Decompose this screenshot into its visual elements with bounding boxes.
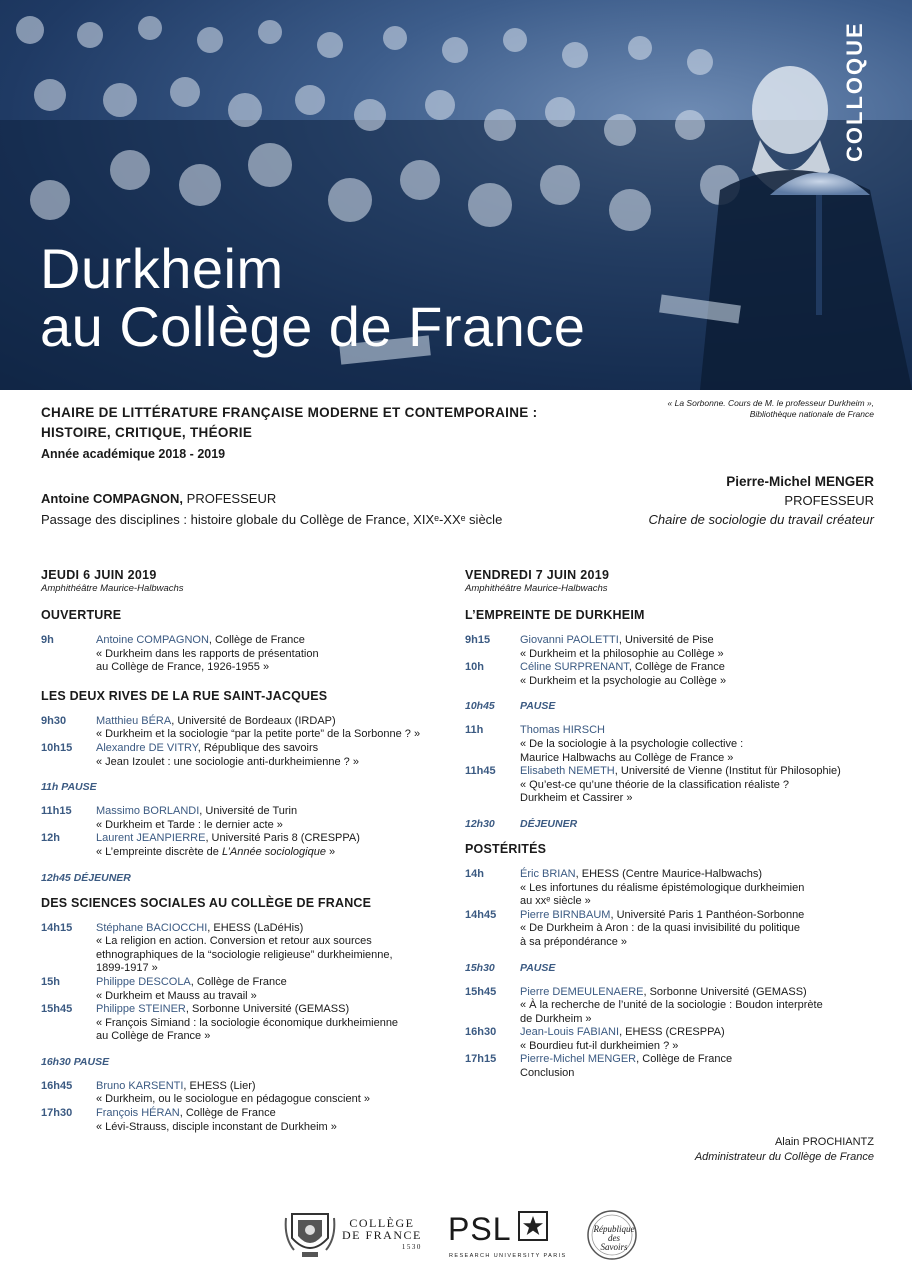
lunch-label: 12h45 DÉJEUNER <box>41 871 131 884</box>
talk-time: 9h <box>41 634 54 646</box>
talk-time: 14h <box>465 867 484 880</box>
talk-time: 15h45 <box>41 1003 73 1016</box>
pause-time: 10h45 <box>465 700 495 713</box>
lunch <box>41 872 461 884</box>
talk-time: 10h <box>465 661 484 674</box>
pause-label: 11h PAUSE <box>41 781 97 794</box>
republique-des-savoirs-logo <box>590 1225 638 1252</box>
talk-affiliation: , EHESS (Lier) <box>183 1079 256 1092</box>
talk-title: de Durkheim » <box>520 1012 592 1025</box>
talk-time: 11h <box>465 724 484 737</box>
lunch-time: 12h30 <box>465 817 495 830</box>
section-empreinte: L’EMPREINTE DE DURKHEIM <box>465 608 645 622</box>
talk-time: 15h45 <box>465 985 497 998</box>
psl-subtitle: RESEARCH UNIVERSITY PARIS <box>449 1253 567 1259</box>
talk <box>465 1026 885 1053</box>
talk-title: à sa prépondérance » <box>520 935 628 948</box>
talk-speaker: Bruno KARSENTI <box>96 1079 184 1092</box>
caption-line2: Bibliothèque nationale de France <box>749 409 874 419</box>
rdsl-line2: des <box>608 1233 620 1243</box>
talk-speaker: Philippe STEINER <box>96 1003 186 1016</box>
left-professor-name: Antoine COMPAGNON, <box>41 491 184 506</box>
talk-affiliation: , EHESS (Centre Maurice-Halbwachs) <box>575 867 763 880</box>
administrator <box>695 1135 874 1165</box>
talk-title: « Les infortunes du réalisme épistémologique durkheimien <box>520 881 805 894</box>
left-professor-role: PROFESSEUR <box>183 491 277 506</box>
left-professor-chair: Passage des disciplines : histoire globale du Collège de France, XIXᵉ-XXᵉ siècle <box>41 512 503 527</box>
talk-title: « François Simiand : la sociologie économique durkheimienne <box>96 1016 399 1029</box>
college-de-france-crest-icon <box>284 1208 336 1260</box>
talk-speaker: Laurent JEANPIERRE <box>96 832 206 845</box>
talk-title: « Jean Izoulet : une sociologie anti-durkheimienne ? » <box>96 755 359 768</box>
psl-wordmark: PSL <box>448 1211 512 1247</box>
talk-affiliation: , Collège de France <box>636 1053 733 1066</box>
talk <box>41 976 461 1003</box>
day1-program <box>41 568 461 1134</box>
talk <box>465 661 885 688</box>
photo-caption <box>668 398 874 420</box>
talk-affiliation: , EHESS (LaDéHis) <box>207 921 304 934</box>
talk-speaker: Thomas HIRSCH <box>520 724 605 737</box>
talk-title: « À la recherche de l’unité de la sociologie : Boudon interprète <box>520 999 823 1012</box>
talk-speaker: Jean-Louis FABIANI <box>520 1026 620 1039</box>
academic-year: Année académique 2018 - 2019 <box>41 447 226 461</box>
lunch <box>465 818 885 830</box>
day2-date: VENDREDI 7 JUIN 2019 <box>465 568 610 582</box>
chaire-line2: HISTOIRE, CRITIQUE, THÉORIE <box>41 425 253 440</box>
talk <box>465 986 885 1027</box>
chaire-line1: CHAIRE DE LITTÉRATURE FRANÇAISE MODERNE ET CONTEMPORAINE : <box>41 405 538 420</box>
talk <box>41 715 461 742</box>
talk-speaker: Céline SURPRENANT <box>520 661 629 674</box>
talk-title: « Durkheim et la psychologie au Collège » <box>520 674 727 687</box>
pause-label: PAUSE <box>520 961 556 974</box>
talk-time: 14h45 <box>465 908 497 921</box>
lunch-label: DÉJEUNER <box>520 817 578 830</box>
talk-title: « De la sociologie à la psychologie collective : <box>520 737 744 750</box>
day1-date: JEUDI 6 JUIN 2019 <box>41 568 157 582</box>
talk-affiliation: , Collège de France <box>190 975 287 988</box>
talk <box>465 1053 885 1080</box>
talk <box>41 742 461 769</box>
college-de-france-logo <box>342 1217 422 1253</box>
day1-place: Amphithéâtre Maurice-Halbwachs <box>41 583 184 594</box>
talk-time: 17h15 <box>465 1053 497 1066</box>
talk-title: « Durkheim et Mauss au travail » <box>96 989 257 1002</box>
colloque-tag: COLLOQUE <box>842 21 867 162</box>
talk-title: Durkheim et Cassirer » <box>520 792 633 805</box>
talk-speaker: Matthieu BÉRA <box>96 714 172 727</box>
professor-right <box>649 472 874 529</box>
day2-place: Amphithéâtre Maurice-Halbwachs <box>465 583 608 594</box>
talk-time: 9h30 <box>41 714 67 727</box>
hero-title-line2: au Collège de France <box>40 295 586 358</box>
admin-title: Administrateur du Collège de France <box>694 1151 874 1163</box>
talk <box>41 922 461 976</box>
talk-affiliation: , Sorbonne Université (GEMASS) <box>185 1003 350 1016</box>
talk-affiliation: , Université Paris 1 Panthéon-Sorbonne <box>610 908 805 921</box>
talk-title: « Durkheim et la sociologie “par la petite porte” de la Sorbonne ? » <box>96 728 421 741</box>
pause <box>41 781 461 793</box>
talk-time: 16h30 <box>465 1026 497 1039</box>
hero-title <box>40 237 586 358</box>
cdf-line2: DE FRANCE <box>342 1228 422 1242</box>
talk-speaker: François HÉRAN <box>96 1107 180 1120</box>
talk <box>465 724 885 765</box>
talk-title: « Lévi-Strauss, disciple inconstant de Durkheim » <box>96 1120 337 1133</box>
right-professor-name: Pierre-Michel MENGER <box>726 474 874 489</box>
talk <box>41 1080 461 1107</box>
pause <box>465 962 885 974</box>
talk-speaker: Philippe DESCOLA <box>96 975 191 988</box>
talk-speaker: Alexandre DE VITRY <box>96 741 198 754</box>
psl-logo <box>448 1211 548 1248</box>
talk-time: 16h45 <box>41 1079 73 1092</box>
talk-title: au Collège de France, 1926-1955 » <box>96 661 270 674</box>
admin-name: Alain PROCHIANTZ <box>774 1136 874 1148</box>
talk <box>41 1107 461 1134</box>
talk-affiliation: , Collège de France <box>208 634 305 646</box>
talk-affiliation: , Université de Pise <box>618 634 714 646</box>
talk-time: 17h30 <box>41 1107 73 1120</box>
talk-speaker: Massimo BORLANDI <box>96 805 200 818</box>
talk-title: Conclusion <box>520 1067 575 1080</box>
talk <box>41 1003 461 1044</box>
talk-speaker: Giovanni PAOLETTI <box>520 634 619 646</box>
talk <box>41 634 461 675</box>
section-deux-rives: LES DEUX RIVES DE LA RUE SAINT-JACQUES <box>41 688 328 703</box>
hero-title-line1: Durkheim <box>40 237 284 300</box>
talk-speaker: Pierre DEMEULENAERE <box>520 985 644 998</box>
right-professor-chair: Chaire de sociologie du travail créateur <box>648 512 874 527</box>
talk-time: 14h15 <box>41 921 73 934</box>
talk-title: Maurice Halbwachs au Collège de France » <box>520 751 734 764</box>
talk-speaker: Stéphane BACIOCCHI <box>96 921 208 934</box>
day2-program <box>465 568 885 1081</box>
talk-time: 15h <box>41 975 60 988</box>
caption-line1: « La Sorbonne. Cours de M. le professeur Durkheim », <box>667 398 874 408</box>
talk-title: « Durkheim et la philosophie au Collège » <box>520 647 724 660</box>
talk-speaker: Antoine COMPAGNON <box>96 634 209 646</box>
star-icon <box>518 1211 548 1241</box>
logos-footer <box>0 1205 912 1264</box>
talk <box>465 909 885 950</box>
talk-affiliation: , EHESS (CRESPPA) <box>619 1026 725 1039</box>
talk-speaker: Elisabeth NEMETH <box>520 765 615 778</box>
talk-title-italic: L’Année sociologique <box>221 845 326 858</box>
talk <box>465 634 885 661</box>
talk-title: « Durkheim dans les rapports de présentation <box>96 647 319 660</box>
talk-title: au xxᵉ siècle » <box>520 895 591 908</box>
talk-time: 9h15 <box>465 634 491 646</box>
talk <box>465 765 885 806</box>
rdsl-line3: Savoirs <box>600 1242 628 1252</box>
talk-affiliation: , Université de Turin <box>199 805 298 818</box>
talk-time: 11h15 <box>41 805 72 818</box>
talk-title: « Durkheim, ou le sociologue en pédagogue conscient » <box>96 1093 370 1106</box>
talk <box>41 832 461 859</box>
talk-title: « De Durkheim à Aron : de la quasi invisibilité du politique <box>520 922 801 935</box>
talk-affiliation: , Université de Bordeaux (IRDAP) <box>171 714 336 727</box>
talk <box>465 868 885 909</box>
chaire-title <box>41 403 537 443</box>
talk-speaker: Pierre BIRNBAUM <box>520 908 611 921</box>
hero-photo <box>0 0 912 390</box>
talk-speaker: Éric BRIAN <box>520 867 576 880</box>
pause-time: 15h30 <box>465 961 495 974</box>
talk-affiliation: , Collège de France <box>628 661 725 674</box>
pause-label: 16h30 PAUSE <box>41 1055 110 1068</box>
talk-time: 11h45 <box>465 765 496 778</box>
talk-time: 10h15 <box>41 741 73 754</box>
cdf-year: 1530 <box>401 1243 422 1251</box>
talk-affiliation: , Université Paris 8 (CRESPPA) <box>205 832 360 845</box>
section-posterites: POSTÉRITÉS <box>465 841 547 856</box>
professor-left <box>41 488 502 530</box>
talk <box>41 805 461 832</box>
section-sciences-sociales: DES SCIENCES SOCIALES AU COLLÈGE DE FRANCE <box>41 895 372 910</box>
pause <box>465 700 885 712</box>
talk-affiliation: , République des savoirs <box>197 741 319 754</box>
talk-title: ethnographiques de la “sociologie religieuse” durkheimienne, <box>96 948 393 961</box>
talk-title: 1899-1917 » <box>96 962 158 975</box>
talk-affiliation: , Sorbonne Université (GEMASS) <box>643 985 807 998</box>
pause <box>41 1056 461 1068</box>
talk-title: « L’empreinte discrète de <box>96 845 222 858</box>
talk-title-end: » <box>325 845 336 858</box>
talk-title: « Bourdieu fut-il durkheimien ? » <box>520 1039 679 1052</box>
rdsl-line1: République <box>593 1224 635 1234</box>
section-ouverture: OUVERTURE <box>41 608 122 622</box>
talk-title: « La religion en action. Conversion et retour aux sources <box>96 935 372 948</box>
talk-affiliation: , Collège de France <box>179 1107 276 1120</box>
talk-time: 12h <box>41 832 60 845</box>
talk-title: au Collège de France » <box>96 1030 211 1043</box>
talk-affiliation: , Université de Vienne (Institut für Philosophie) <box>614 765 841 778</box>
cdf-line1: COLLÈGE <box>349 1216 415 1230</box>
talk-title: « Qu’est-ce qu’une théorie de la classification réaliste ? <box>520 778 790 791</box>
right-professor-role: PROFESSEUR <box>784 493 874 508</box>
talk-speaker: Pierre-Michel MENGER <box>520 1053 637 1066</box>
pause-label: PAUSE <box>520 700 556 713</box>
talk-title: « Durkheim et Tarde : le dernier acte » <box>96 818 283 831</box>
